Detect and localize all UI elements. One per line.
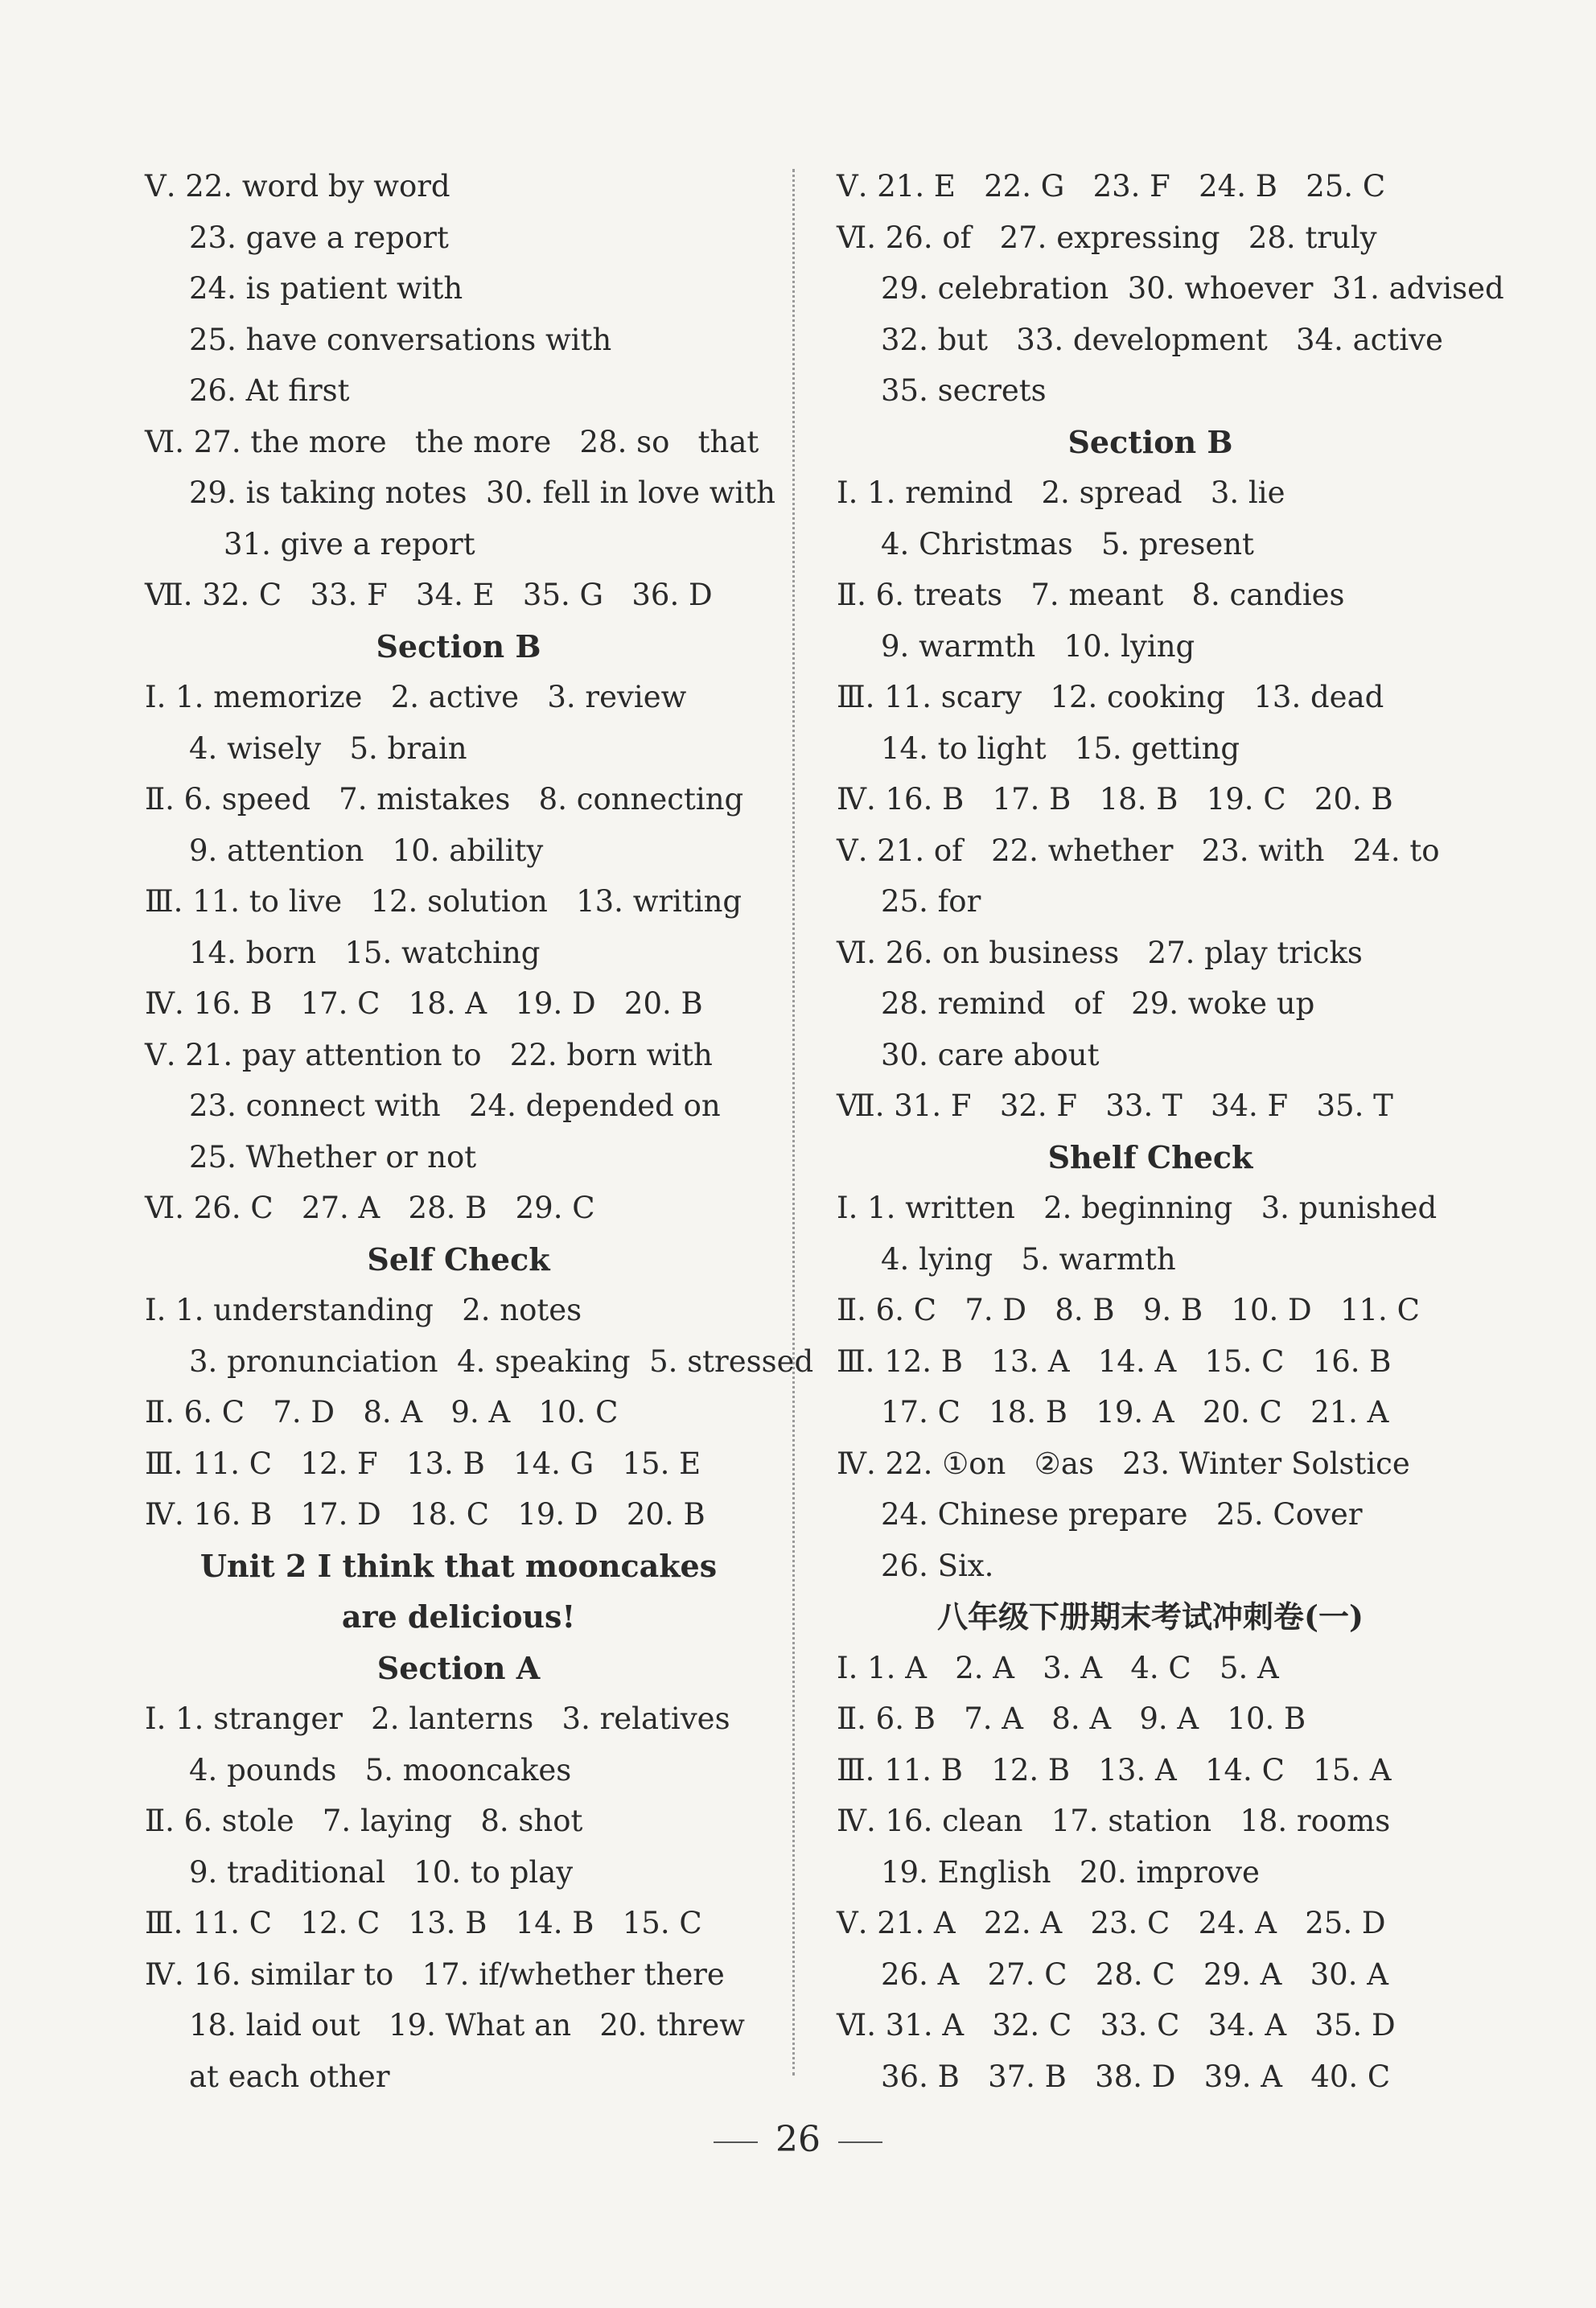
answer-line: Ⅰ. 1. remind 2. spread 3. lie [837,475,1285,510]
answer-line: Ⅶ. 31. F 32. F 33. T 34. F 35. T [837,1088,1393,1123]
answer-line: 4. pounds 5. mooncakes [189,1752,572,1788]
answer-line: Ⅲ. 11. C 12. C 13. B 14. B 15. C [145,1906,702,1940]
answer-line: Ⅵ. 31. A 32. C 33. C 34. A 35. D [837,2008,1396,2043]
answer-line: 4. lying 5. warmth [881,1241,1176,1277]
answer-line: Ⅱ. 6. B 7. A 8. A 9. A 10. B [837,1701,1306,1736]
answer-line: 9. warmth 10. lying [881,628,1195,664]
answer-line: Ⅱ. 6. C 7. D 8. A 9. A 10. C [145,1395,619,1430]
answer-line: Ⅰ. 1. memorize 2. active 3. review [145,680,687,714]
answer-line: 23. gave a report [189,220,449,255]
answer-line: 29. celebration 30. whoever 31. advised [881,271,1504,306]
section-heading: Unit 2 I think that mooncakes [200,1547,718,1584]
answer-line: Ⅳ. 16. B 17. B 18. B 19. C 20. B [837,782,1393,817]
answer-line: 36. B 37. B 38. D 39. A 40. C [881,2059,1391,2094]
answer-line: Ⅳ. 16. similar to 17. if/whether there [145,1956,725,1992]
answer-line: Ⅰ. 1. written 2. beginning 3. punished [837,1191,1438,1225]
answer-line: 14. to light 15. getting [881,730,1240,766]
answer-line: 26. Six. [881,1548,994,1583]
section-heading: are delicious! [341,1598,576,1635]
answer-line: Ⅰ. 1. stranger 2. lanterns 3. relatives [145,1701,730,1736]
answer-line: 25. Whether or not [189,1139,477,1175]
answer-line: Ⅱ. 6. speed 7. mistakes 8. connecting [145,782,744,817]
footer-dash-left [714,2141,758,2143]
answer-line: Ⅰ. 1. understanding 2. notes [145,1293,582,1327]
answer-line: 26. At first [189,373,350,408]
section-heading: Section B [376,627,541,664]
answer-line: Ⅱ. 6. C 7. D 8. B 9. B 10. D 11. C [837,1293,1420,1327]
answer-line: Ⅲ. 12. B 13. A 14. A 15. C 16. B [837,1343,1392,1379]
answer-line: Ⅱ. 6. treats 7. meant 8. candies [837,578,1345,612]
answer-line: 31. give a report [224,526,475,562]
answer-line: 30. care about [881,1037,1100,1072]
page-number-footer [0,2108,1596,2172]
answer-line: 35. secrets [881,373,1047,408]
answer-line: 4. Christmas 5. present [881,526,1254,562]
section-heading: Section B [1067,423,1233,460]
answer-line: Ⅴ. 22. word by word [145,169,450,204]
answer-line: Ⅲ. 11. scary 12. cooking 13. dead [837,680,1384,714]
answer-line: 18. laid out 19. What an 20. threw [189,2008,745,2043]
answer-line: Ⅴ. 21. of 22. whether 23. with 24. to [837,833,1440,868]
answer-line: Ⅲ. 11. B 12. B 13. A 14. C 15. A [837,1752,1392,1788]
answer-line: Ⅴ. 21. pay attention to 22. born with [145,1037,713,1072]
answer-line: Ⅰ. 1. A 2. A 3. A 4. C 5. A [837,1650,1279,1685]
answer-line: 25. for [881,884,981,919]
answer-line: Ⅳ. 16. clean 17. station 18. rooms [837,1804,1391,1838]
answer-line: 24. is patient with [189,271,463,306]
section-heading: Shelf Check [1047,1138,1253,1175]
column-divider [792,169,795,2076]
answer-line: Ⅱ. 6. stole 7. laying 8. shot [145,1804,583,1838]
answer-line: 9. attention 10. ability [189,833,544,868]
answer-line: 19. English 20. improve [881,1854,1260,1890]
answer-line: Ⅳ. 16. B 17. C 18. A 19. D 20. B [145,986,703,1021]
footer-dash-right [838,2141,882,2143]
answer-line: 28. remind of 29. woke up [881,986,1315,1021]
answer-line: Ⅵ. 27. the more the more 28. so that [145,424,759,459]
answer-line: 17. C 18. B 19. A 20. C 21. A [881,1395,1389,1430]
answer-line: 4. wisely 5. brain [189,730,467,766]
answer-line: Ⅴ. 21. E 22. G 23. F 24. B 25. C [837,169,1386,204]
section-heading: 八年级下册期末考试冲刺卷(一) [937,1598,1364,1635]
page-number: 26 [775,2119,821,2160]
answer-line: Ⅵ. 26. on business 27. play tricks [837,935,1363,970]
answer-line: 14. born 15. watching [189,935,541,970]
answer-line: Ⅴ. 21. A 22. A 23. C 24. A 25. D [837,1906,1386,1940]
left-column [145,161,814,2102]
answer-line: 3. pronunciation 4. speaking 5. stressed [189,1343,814,1379]
answer-line: at each other [189,2059,390,2094]
answer-line: Ⅶ. 32. C 33. F 34. E 35. G 36. D [145,578,713,612]
answer-line: 24. Chinese prepare 25. Cover [881,1497,1363,1532]
answer-line: 26. A 27. C 28. C 29. A 30. A [881,1956,1388,1992]
answer-line: Ⅵ. 26. C 27. A 28. B 29. C [145,1191,595,1225]
answer-line: 29. is taking notes 30. fell in love with [189,475,775,510]
answer-line: Ⅲ. 11. to live 12. solution 13. writing [145,884,742,919]
answer-line: 9. traditional 10. to play [189,1854,574,1890]
answer-line: Ⅲ. 11. C 12. F 13. B 14. G 15. E [145,1446,701,1481]
section-heading: Section A [376,1649,541,1686]
answer-line: 32. but 33. development 34. active [881,322,1443,357]
answer-line: Ⅵ. 26. of 27. expressing 28. truly [837,220,1377,255]
right-column [837,161,1504,2102]
section-heading: Self Check [367,1240,550,1277]
answer-line: 23. connect with 24. depended on [189,1088,721,1123]
answer-line: Ⅳ. 16. B 17. D 18. C 19. D 20. B [145,1497,705,1532]
answer-line: Ⅳ. 22. ①on ②as 23. Winter Solstice [837,1446,1410,1481]
answer-line: 25. have conversations with [189,322,612,357]
